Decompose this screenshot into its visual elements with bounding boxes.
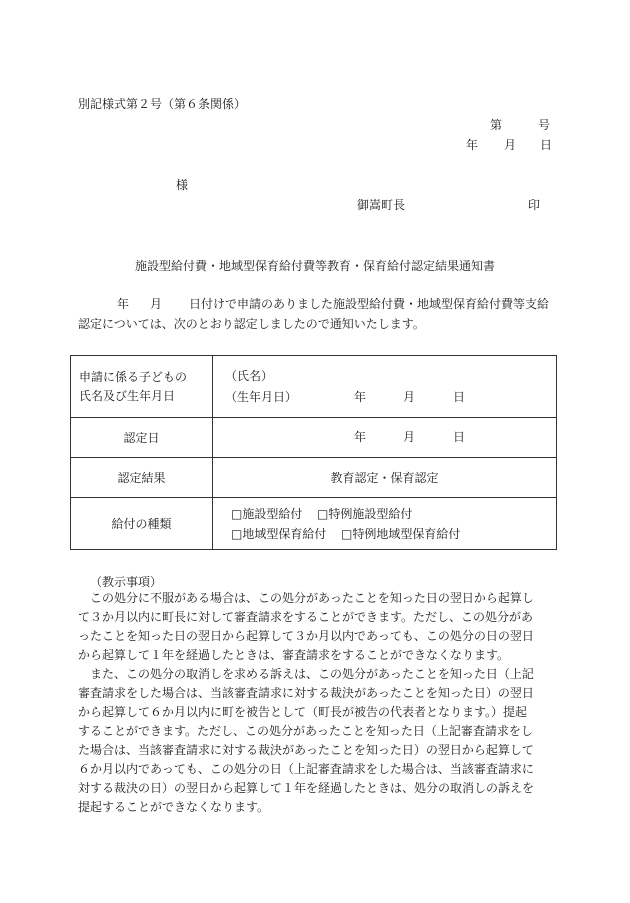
notice-line: 提起することができなくなります。 xyxy=(78,800,270,814)
notice-body xyxy=(78,589,552,817)
table-row-cert-date xyxy=(71,418,557,458)
notice-line: ったことを知った日の翌日から起算して３か月以内であっても、この処分の日の翌日 xyxy=(78,629,534,643)
cert-date-cell xyxy=(213,418,557,458)
notice-line: 対する裁決の日）の翌日から起算して１年を経過したときは、処分の取消しの訴えを xyxy=(78,781,535,795)
seal-mark: 印 xyxy=(528,198,541,212)
form-number: 別記様式第２号（第６条関係） xyxy=(78,97,247,111)
cert-month: 月 xyxy=(403,429,416,444)
intro-year: 年 xyxy=(117,297,130,311)
notice-line: から起算して６か月以内に町を被告として（町長が被告の代表者となります。）提起 xyxy=(78,705,528,719)
intro-month: 月 xyxy=(150,297,163,311)
intro-line1: 日付けで申請のありました施設型給付費・地域型保育給付費等支給 xyxy=(189,297,550,311)
certification-table xyxy=(70,355,557,550)
document-title: 施設型給付費・地域型保育給付費等教育・保育給付認定結果通知書 xyxy=(134,259,495,273)
intro-line2: 認定については、次のとおり認定しましたので通知いたします。 xyxy=(78,317,425,331)
option-regional-childcare-benefit: □地域型保育給付 xyxy=(231,526,327,541)
number-suffix: 号 xyxy=(538,118,551,132)
recipient-suffix: 様 xyxy=(176,178,189,192)
notice-line: て３か月以内に町長に対して審査請求をすることができます。ただし、この処分があ xyxy=(78,610,534,624)
child-value-cell xyxy=(213,356,557,418)
cert-date-label: 認定日 xyxy=(71,418,213,458)
child-label-cell xyxy=(71,356,213,418)
notice-line: 審査請求をした場合は、当該審査請求に対する裁決があったことを知った日）の翌日 xyxy=(78,686,534,700)
date-month: 月 xyxy=(504,138,517,152)
benefit-options-cell xyxy=(213,498,557,550)
option-special-facility-benefit: □特例施設型給付 xyxy=(317,506,413,521)
child-label-line2: 氏名及び生年月日 xyxy=(79,388,176,403)
cert-year: 年 xyxy=(354,429,367,444)
table-row-child xyxy=(71,356,557,418)
date-day: 日 xyxy=(540,138,553,152)
child-birth-label: （生年月日） xyxy=(225,389,298,404)
sender-name: 御嵩町長 xyxy=(357,198,406,212)
notice-line: することができます。ただし、この処分があったことを知った日（上記審査請求をし xyxy=(78,724,533,738)
notice-line: た場合は、当該審査請求に対する裁決があったことを知った日）の翌日から起算して xyxy=(78,743,534,757)
result-value: 教育認定・保育認定 xyxy=(213,458,557,498)
notice-line: この処分に不服がある場合は、この処分があったことを知った日の翌日から起算し xyxy=(78,591,534,605)
cert-day: 日 xyxy=(453,429,466,444)
result-label: 認定結果 xyxy=(71,458,213,498)
birth-year: 年 xyxy=(354,389,367,404)
child-name-label: （氏名） xyxy=(225,368,274,383)
notice-line: から起算して１年を経過したときは、審査請求をすることができなくなります。 xyxy=(78,648,510,662)
date-year: 年 xyxy=(466,138,479,152)
option-facility-benefit: □施設型給付 xyxy=(231,506,303,521)
child-label-line1: 申請に係る子どもの xyxy=(79,369,188,384)
benefit-label: 給付の種類 xyxy=(71,498,213,550)
table-row-benefit xyxy=(71,498,557,550)
birth-month: 月 xyxy=(403,389,416,404)
birth-day: 日 xyxy=(453,389,466,404)
notice-line: ６か月以内であっても、この処分の日（上記審査請求をした場合は、当該審査請求に xyxy=(78,762,534,776)
number-prefix: 第 xyxy=(490,118,503,132)
notice-heading: （教示事項） xyxy=(90,575,163,589)
notice-line: また、この処分の取消しを求める訴えは、この処分があったことを知った日（上記 xyxy=(78,667,534,681)
table-row-result xyxy=(71,458,557,498)
option-special-regional-childcare-benefit: □特例地域型保育給付 xyxy=(341,526,461,541)
